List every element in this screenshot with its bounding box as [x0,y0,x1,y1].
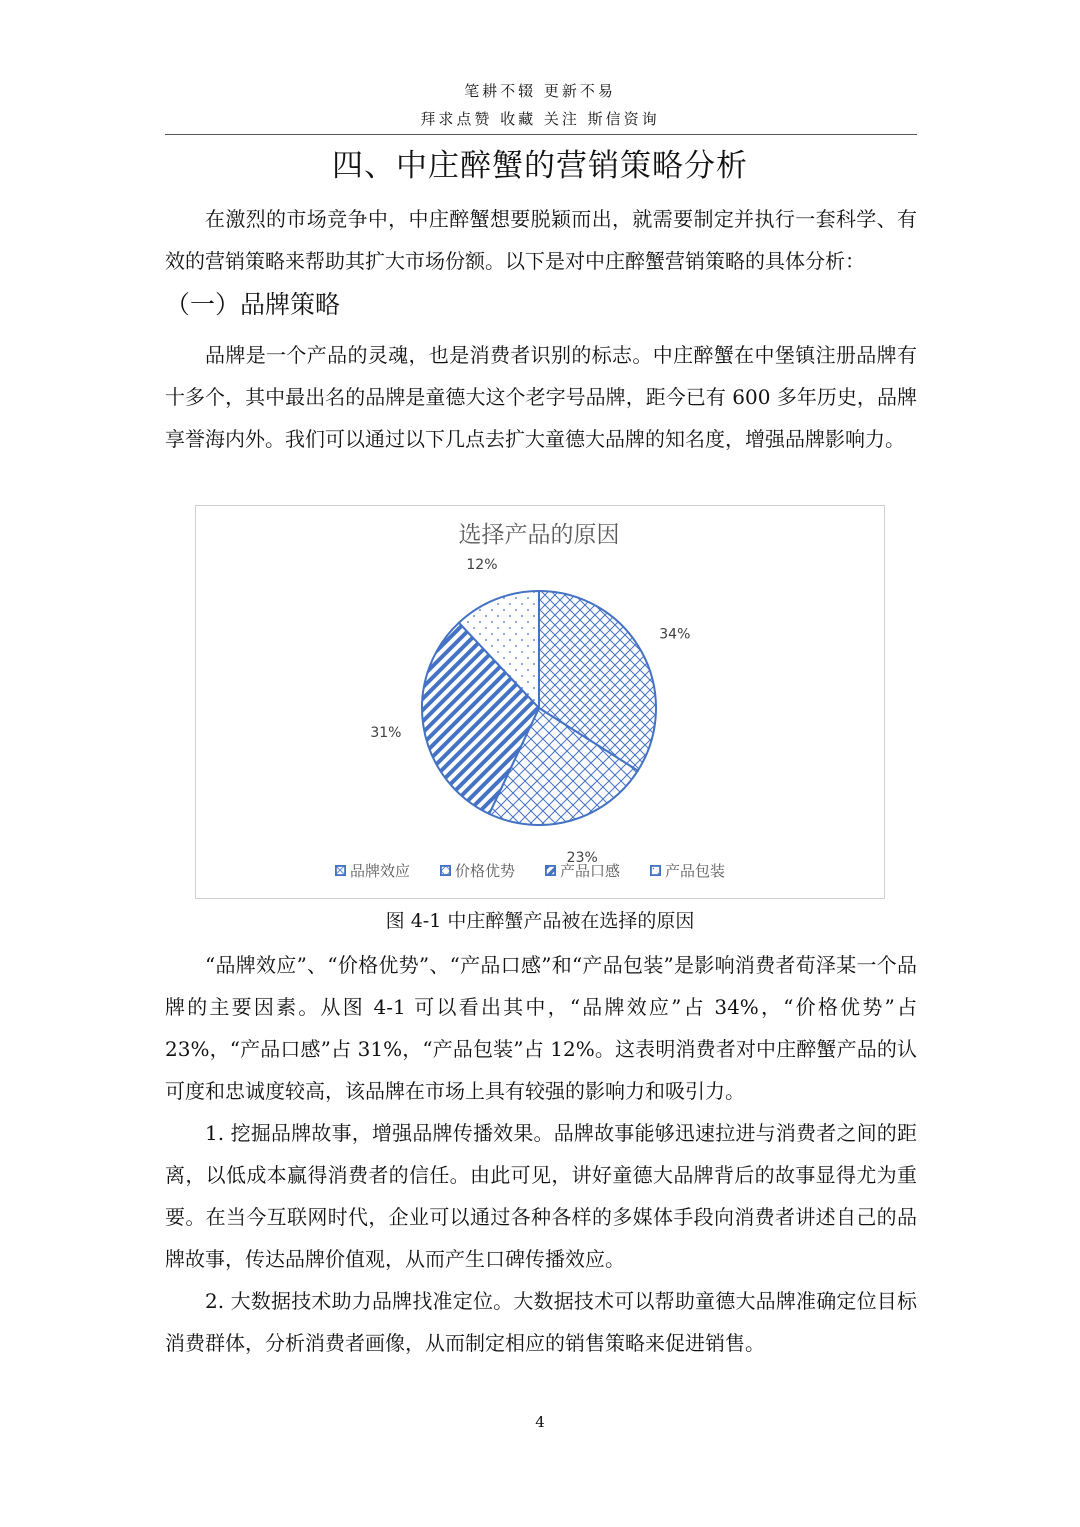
pie-data-label: 31% [370,725,402,742]
figure-caption: 图 4-1 中庄醉蟹产品被在选择的原因 [385,910,695,932]
legend-label: 品牌效应 [350,862,411,880]
brand-paragraph: 品牌是一个产品的灵魂，也是消费者识别的标志。中庄醉蟹在中堡镇注册品牌有十多个，其中最出名的品牌是童德大这个老字号品牌，距今已有 600 多年历史，品牌享誉海内外。我们可以通过以下几点去扩大童德大品牌的知名度，增强品牌影响力。 [165,343,917,451]
pie-chart [195,505,883,897]
legend-item-price [440,860,515,881]
legend-swatch-crosshatch [335,865,346,876]
legend-swatch-diamond [440,865,451,876]
pie-data-label: 12% [466,556,498,573]
legend-label: 产品包装 [665,862,726,880]
legend-label: 价格优势 [455,862,516,880]
analysis-paragraph: “品牌效应”、“价格优势”、“产品口感”和“产品包装”是影响消费者荀泽某一个品牌的主要因素。从图 4-1 可以看出其中，“品牌效应”占 34%，“价格优势”占 23%，“产品口感”占 31%，“产品包装”占 12%。这表明消费者对中庄醉蟹产品的认可度和忠诚度较高，该品牌在市场上具有较强的影响力和吸引力。 [165,953,917,1103]
legend-label: 产品口感 [560,862,621,880]
intro-paragraph: 在激烈的市场竞争中，中庄醉蟹想要脱颖而出，就需要制定并执行一套科学、有效的营销策略来帮助其扩大市场份额。以下是对中庄醉蟹营销策略的具体分析： [165,207,917,273]
story-paragraph: 1. 挖掘品牌故事，增强品牌传播效果。品牌故事能够迅速拉进与消费者之间的距离，以低成本赢得消费者的信任。由此可见，讲好童德大品牌背后的故事显得尤为重要。在当今互联网时代，企业可以通过各种各样的多媒体手段向消费者讲述自己的品牌故事，传达品牌价值观，从而产生口碑传播效应。 [165,1121,917,1271]
pie-data-label: 23% [566,849,598,866]
page-number: 4 [535,1413,545,1431]
legend-item-brand [335,860,410,881]
header-rule [165,134,917,135]
chart-title: 选择产品的原因 [458,522,620,548]
header-line-2: 拜求点赞 收藏 关注 斯信资询 [420,110,660,128]
legend-swatch-dots [650,865,661,876]
chart-legend [335,860,775,881]
bigdata-paragraph: 2. 大数据技术助力品牌找准定位。大数据技术可以帮助童德大品牌准确定位目标消费群体，分析消费者画像，从而制定相应的销售策略来促进销售。 [165,1289,917,1355]
page-title: 四、中庄醉蟹的营销策略分析 [332,148,748,184]
header-line-1: 笔耕不辍 更新不易 [464,82,616,100]
legend-swatch-stripes [545,865,556,876]
legend-item-packaging [650,860,725,881]
section-heading: （一）品牌策略 [165,290,341,319]
pie-data-label: 34% [659,626,691,643]
legend-item-taste [545,860,620,881]
